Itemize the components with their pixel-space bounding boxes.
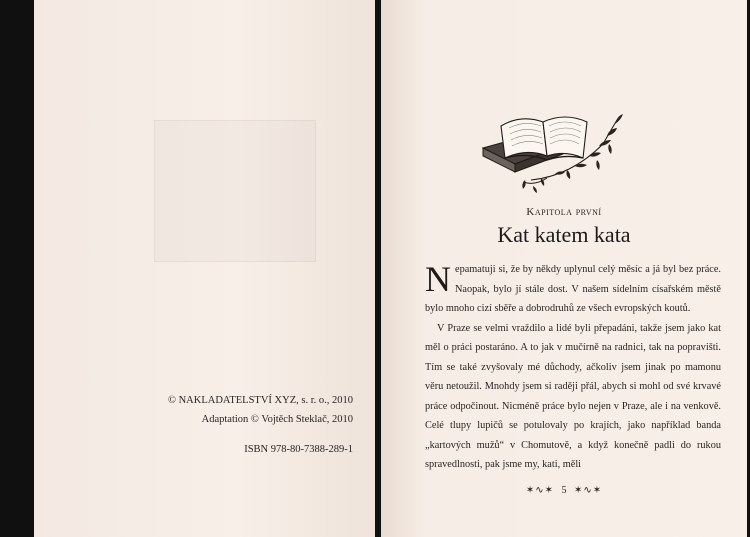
folio-ornament-right: ✶∿✶ [574,485,603,496]
page-footer [381,485,747,496]
paragraph-1-text: epamatuji si, že by někdy uplynul celý měsíc a já byl bez práce. Naopak, bylo jí stále dost. V našem sídelním císařském městě bylo mnoho cizí sběře a dobrodruhů ze všech evropských koutů. [425,264,721,314]
page-number: 5 [561,485,567,496]
isbn: ISBN 978-80-7388-289-1 [244,444,353,455]
chapter-label: Kapitola první [526,206,602,218]
left-page [34,0,375,537]
chapter-body [425,260,721,475]
chapter-title: Kat katem kata [497,222,631,247]
right-page [381,0,747,537]
bleed-through-shadow [154,120,316,262]
copyright-line-publisher: © NAKLADATELSTVÍ XYZ, s. r. o., 2010 [167,395,353,406]
open-book-with-laurel-icon [471,106,631,196]
copyright-line-adaptation: Adaptation © Vojtěch Steklač, 2010 [201,414,353,425]
drop-cap: N [425,259,451,299]
paragraph-1 [425,260,721,319]
folio-ornament-left: ✶∿✶ [525,485,554,496]
paragraph-2: V Praze se velmi vraždilo a lidé byli přepadáni, takže jsem jako kat měl o práci postaráno. A to jak v mučírně na radnici, tak na popravišti. Tím se také zvyšovaly mé důchody, ačkoliv jsem jinak po mamonu věru netoužil. Mnohdy jsem si raději přál, abych si mohl od své krvavé práce odpočinout. Nicméně práce bylo nejen v Praze, ale i na venkově. Celé tlupy lupičů se potulovaly po krajích, jako například banda „kartových mužů“ v Chomutově, a když konečně padli do rukou spravedlnosti, pak jsme my, kati, měli [425,322,721,470]
